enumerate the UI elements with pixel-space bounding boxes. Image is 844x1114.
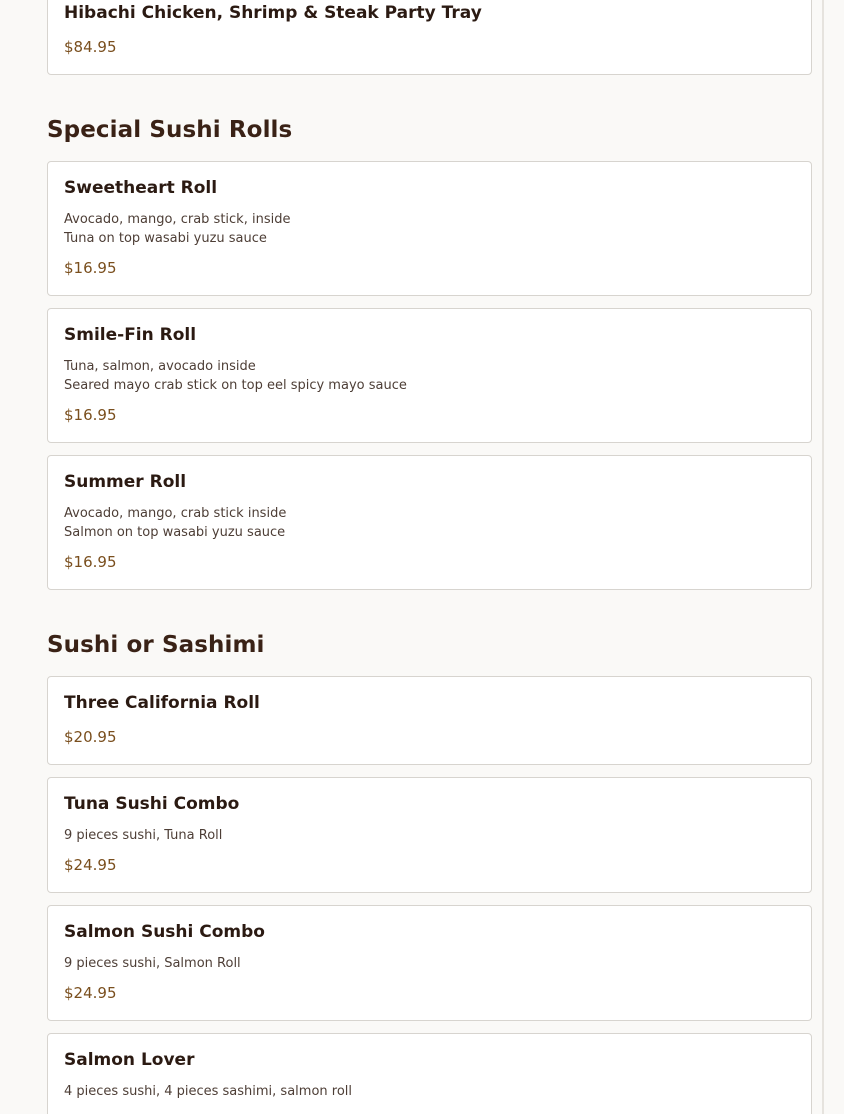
item-description: 9 pieces sushi, Tuna Roll [64,828,223,843]
item-name: Summer Roll [64,472,187,492]
item-name: Smile-Fin Roll [64,325,197,345]
menu-item-card[interactable] [47,455,812,590]
section-title: Sushi or Sashimi [47,632,265,658]
menu-item-card[interactable] [47,161,812,296]
item-price: $84.95 [64,38,117,56]
item-name: Sweetheart Roll [64,178,218,198]
item-description: Avocado, mango, crab stick inside Salmon on top wasabi yuzu sauce [64,506,287,540]
menu-item-card[interactable] [47,0,812,75]
item-name: Three California Roll [64,693,260,713]
menu-item-card[interactable] [47,1033,812,1114]
menu-item-card[interactable] [47,308,812,443]
item-price: $16.95 [64,553,117,571]
item-price: $16.95 [64,406,117,424]
item-name: Salmon Lover [64,1050,195,1070]
item-name: Tuna Sushi Combo [64,794,240,814]
item-description: 9 pieces sushi, Salmon Roll [64,956,241,971]
item-name: Salmon Sushi Combo [64,922,265,942]
item-price: $20.95 [64,728,117,746]
section-title: Special Sushi Rolls [47,117,293,143]
item-price: $24.95 [64,984,117,1002]
item-description: 4 pieces sushi, 4 pieces sashimi, salmon roll [64,1084,353,1099]
item-description: Tuna, salmon, avocado inside Seared mayo crab stick on top eel spicy mayo sauce [64,359,407,393]
menu-item-card[interactable] [47,905,812,1021]
item-price: $16.95 [64,259,117,277]
item-name: Hibachi Chicken, Shrimp & Steak Party Tray [64,3,482,23]
menu-item-card[interactable] [47,676,812,765]
menu-item-card[interactable] [47,777,812,893]
item-price: $24.95 [64,856,117,874]
scrollbar-track[interactable] [822,0,824,1114]
item-description: Avocado, mango, crab stick, inside Tuna on top wasabi yuzu sauce [64,212,291,246]
menu-content [47,0,812,1114]
